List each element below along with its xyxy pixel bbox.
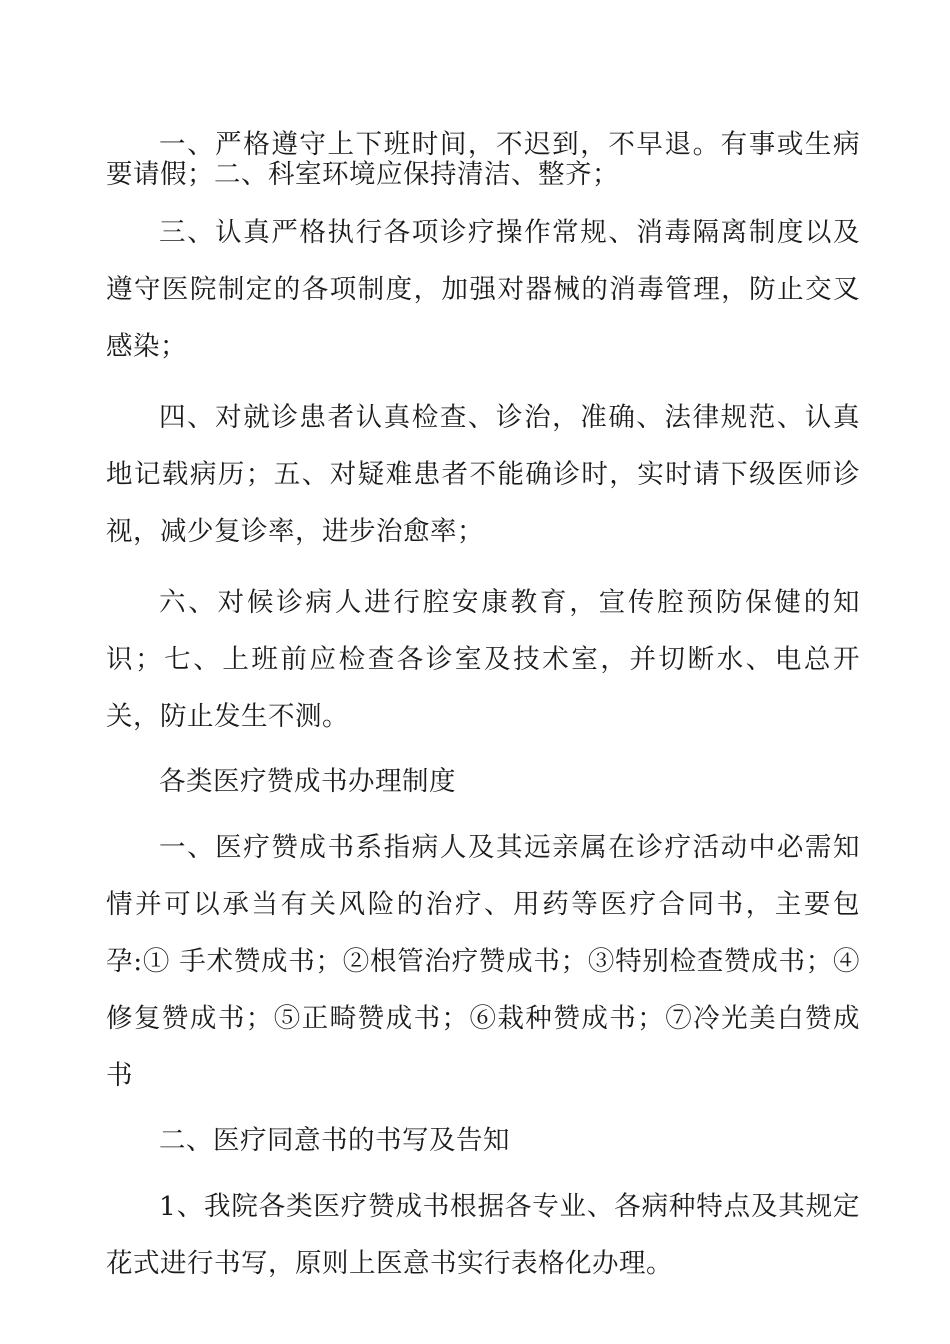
paragraph-diagnosis: 四、对就诊患者认真检查、诊治，准确、法律规范、认真地记载病历；五、对疑难患者不能确诊时，实时请下级医师诊视，减少复诊率，进步治愈率；	[106, 402, 860, 547]
document-body	[106, 130, 860, 1306]
paragraph-consent-writing: 二、医疗同意书的书写及告知	[159, 1125, 510, 1156]
paragraph-consent-definition: 一、医疗赞成书系指病人及其远亲属在诊疗活动中必需知情并可以承当有关风险的治疗、用药等医疗合同书，主要包孕:① 手术赞成书；②根管治疗赞成书；③特别检查赞成书；④修复赞成书；⑤正畸赞成书；⑥栽种赞成书；⑦冷光美白赞成书	[106, 832, 860, 1091]
paragraph-work-hours: 一、严格遵守上下班时间，不迟到，不早退。有事或生病要请假；二、科室环境应保持清洁、整齐；	[106, 129, 860, 190]
paragraph-disinfection: 三、认真严格执行各项诊疗操作常规、消毒隔离制度以及遵守医院制定的各项制度，加强对器械的消毒管理，防止交叉感染；	[106, 217, 860, 362]
section-heading-consent-forms: 各类医疗赞成书办理制度	[159, 766, 456, 797]
paragraph-health-education: 六、对候诊病人进行腔安康教育，宣传腔预防保健的知识；七、上班前应检查各诊室及技术室，并切断水、电总开关，防止发生不测。	[106, 587, 860, 732]
paragraph-consent-format: 1、我院各类医疗赞成书根据各专业、各病种特点及其规定花式进行书写，原则上医意书实行表格化办理。	[106, 1191, 860, 1279]
